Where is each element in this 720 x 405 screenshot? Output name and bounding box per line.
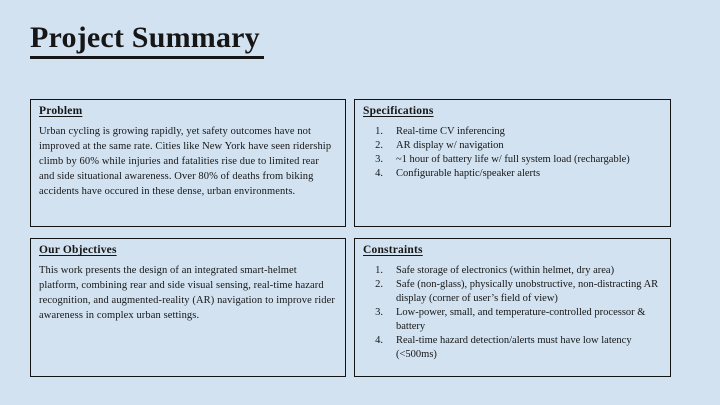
problem-heading: Problem: [39, 105, 83, 117]
objectives-body: This work presents the design of an integrated smart-helmet platform, combining rear and side visual sensing, real-time hazard recognition, and augmented-reality (AR) navigation to improve rider awareness in complex urban settings.: [39, 265, 335, 321]
list-item: [363, 153, 662, 167]
list-item-text: AR display w/ navigation: [396, 140, 504, 152]
list-item-number: 2.: [375, 279, 383, 291]
constraints-heading: Constraints: [363, 244, 423, 256]
box-constraints: [354, 238, 671, 377]
box-specifications: [354, 99, 671, 227]
list-item-number: 4.: [375, 335, 383, 347]
list-item-number: 4.: [375, 168, 383, 180]
list-item: [363, 278, 662, 306]
problem-body: Urban cycling is growing rapidly, yet safety outcomes have not improved at the same rate. Cities like New York have seen ridership climb by 60% while injuries and fatalities rise due to limited rear and side situational awareness. Over 80% of deaths from biking accidents have occured in these dense, urban environments.: [39, 126, 332, 197]
specifications-list: [363, 125, 662, 181]
box-objectives: [30, 238, 346, 377]
constraints-list: [363, 264, 662, 362]
list-item-text: Safe storage of electronics (within helmet, dry area): [396, 265, 615, 276]
list-item: [363, 167, 662, 181]
list-item: [363, 139, 662, 153]
list-item: [363, 306, 662, 334]
list-item-text: Safe (non-glass), physically unobstructive, non-distracting AR display (corner of user’s field of view): [396, 279, 659, 305]
list-item: [363, 125, 662, 139]
list-item-number: 2.: [375, 140, 383, 152]
list-item-number: 1.: [375, 265, 383, 276]
list-item-text: Configurable haptic/speaker alerts: [396, 168, 541, 180]
list-item: [363, 334, 662, 362]
list-item-text: Low-power, small, and temperature-controlled processor & battery: [396, 307, 646, 333]
specifications-heading: Specifications: [363, 105, 434, 117]
list-item-number: 3.: [375, 307, 383, 319]
box-problem: [30, 99, 346, 227]
list-item-number: 1.: [375, 126, 383, 137]
content-grid: [30, 99, 671, 377]
list-item-text: ~1 hour of battery life w/ full system load (rechargable): [396, 154, 630, 166]
list-item-text: Real-time CV inferencing: [396, 126, 505, 137]
list-item: [363, 264, 662, 278]
objectives-heading: Our Objectives: [39, 244, 117, 256]
slide-title: Project Summary: [30, 21, 264, 59]
list-item-text: Real-time hazard detection/alerts must have low latency (<500ms): [396, 335, 632, 361]
list-item-number: 3.: [375, 154, 383, 166]
